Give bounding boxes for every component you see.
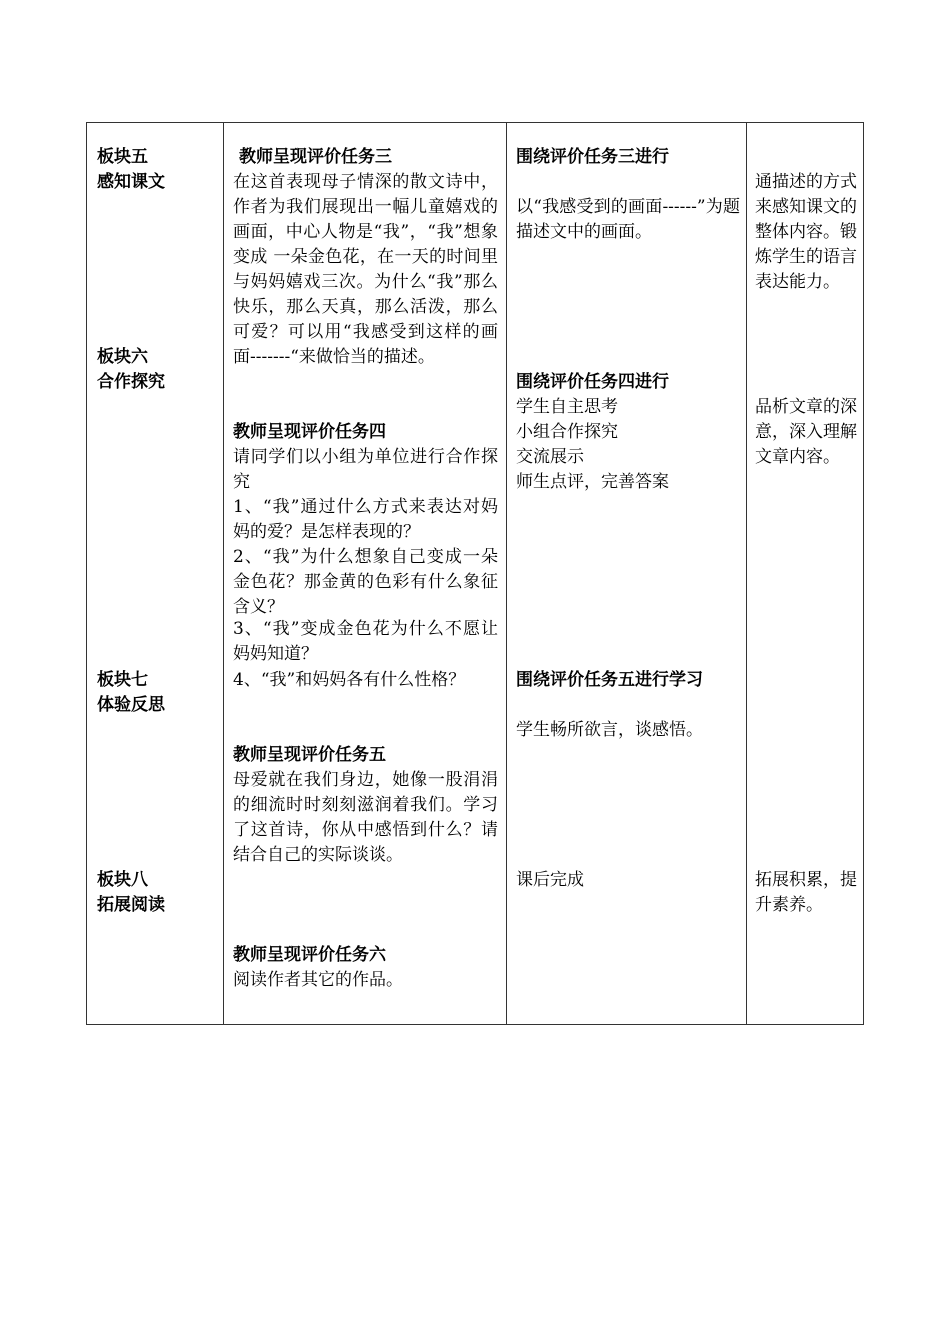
lesson-plan-table <box>86 122 864 1025</box>
question-1: 1、“我”通过什么方式来表达对妈妈的爱？是怎样表现的？ <box>233 497 498 542</box>
task-6-title: 教师呈现评价任务六 <box>233 945 386 965</box>
activity-4-line-3: 交流展示 <box>516 447 584 467</box>
activity-5-text: 学生畅所欲言，谈感悟。 <box>516 720 703 740</box>
activity-6-text: 课后完成 <box>516 870 584 890</box>
activity-4-title: 围绕评价任务四进行 <box>516 372 669 392</box>
task-6-text: 阅读作者其它的作品。 <box>233 970 403 990</box>
section-6-title: 板块六 <box>97 347 148 367</box>
column-divider <box>746 123 747 1024</box>
column-divider <box>506 123 507 1024</box>
question-2: 2、“我”为什么想象自己变成一朵金色花？那金黄的色彩有什么象征含义？ <box>233 547 498 617</box>
task-5-text: 母爱就在我们身边，她像一股涓涓的细流时时刻刻滋润着我们。学习了这首诗，你从中感悟到什么？请结合自己的实际谈谈。 <box>233 770 498 865</box>
question-3: 3、“我”变成金色花为什么不愿让妈妈知道？ <box>233 619 498 664</box>
section-7-subtitle: 体验反思 <box>97 695 165 715</box>
section-6-subtitle: 合作探究 <box>97 372 165 392</box>
activity-4-line-2: 小组合作探究 <box>516 422 618 442</box>
activity-3-title: 围绕评价任务三进行 <box>516 147 669 167</box>
task-4-text: 请同学们以小组为单位进行合作探究 <box>233 447 498 492</box>
task-3-title: 教师呈现评价任务三 <box>239 147 392 167</box>
task-3-text: 在这首表现母子情深的散文诗中，作者为我们展现出一幅儿童嬉戏的画面，中心人物是“我”，“我”想象变成 一朵金色花，在一天的时间里与妈妈嬉戏三次。为什么“我”那么快乐，那么天真，那么活泼，那么可爱？可以用“我感受到这样的画面-------“来做恰当的描述。 <box>233 172 498 367</box>
section-8-subtitle: 拓展阅读 <box>97 895 165 915</box>
activity-4-line-1: 学生自主思考 <box>516 397 618 417</box>
activity-3-text: 以“我感受到的画面------”为题描述文中的画面。 <box>516 197 740 242</box>
section-5-subtitle: 感知课文 <box>97 172 165 192</box>
task-4-title: 教师呈现评价任务四 <box>233 422 386 442</box>
section-5-title: 板块五 <box>97 147 148 167</box>
activity-4-line-4: 师生点评，完善答案 <box>516 472 669 492</box>
intent-4-text: 品析文章的深意，深入理解文章内容。 <box>755 397 857 467</box>
intent-6-text: 拓展积累，提升素养。 <box>755 870 857 915</box>
question-4: 4、“我”和妈妈各有什么性格？ <box>233 670 466 690</box>
task-5-title: 教师呈现评价任务五 <box>233 745 386 765</box>
column-divider <box>223 123 224 1024</box>
intent-3-text: 通描述的方式来感知课文的整体内容。锻炼学生的语言表达能力。 <box>755 172 857 292</box>
activity-5-title: 围绕评价任务五进行学习 <box>516 670 703 690</box>
section-7-title: 板块七 <box>97 670 148 690</box>
section-8-title: 板块八 <box>97 870 148 890</box>
